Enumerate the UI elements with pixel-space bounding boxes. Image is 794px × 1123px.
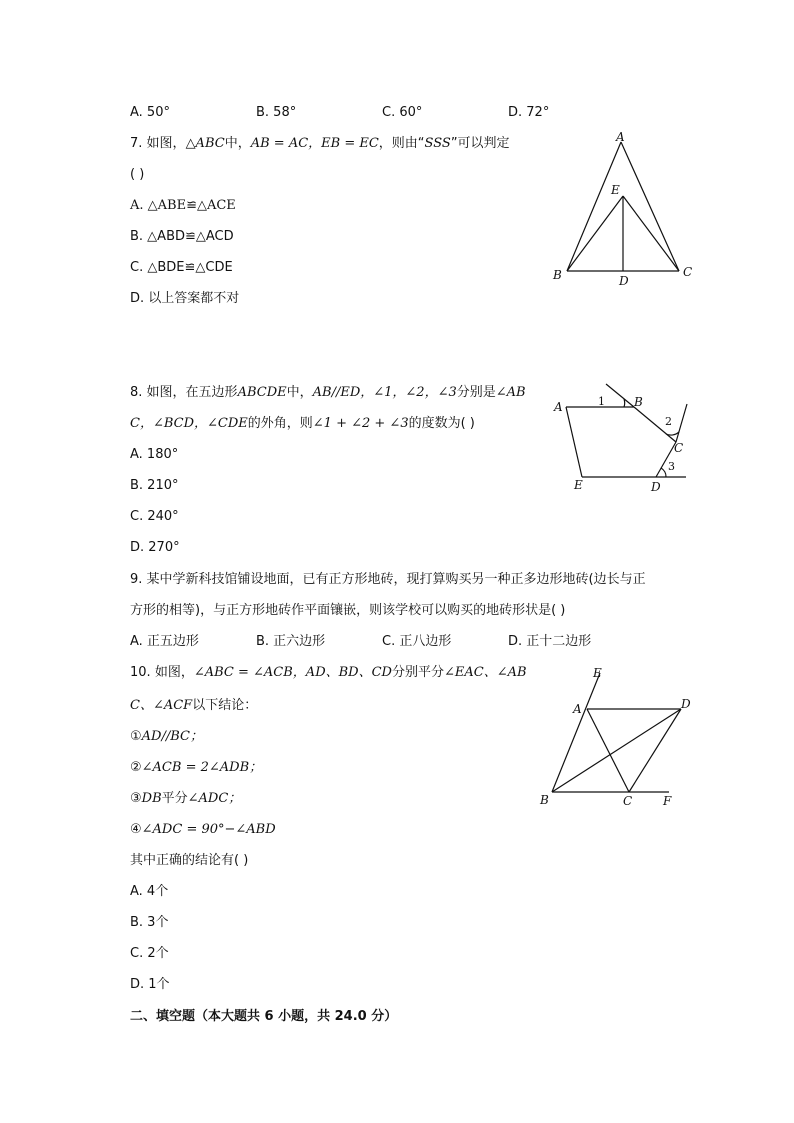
q7-seg-eb	[567, 196, 623, 271]
q7-stem-math3: SSS	[424, 136, 451, 151]
q8-option-a: A. 180°	[130, 447, 179, 462]
q7-stem-mid2: ，则由“	[378, 136, 425, 151]
q7-option-d: D. 以上答案都不对	[130, 291, 240, 306]
q8-seg-ea	[566, 407, 582, 477]
q10-figure	[535, 665, 700, 815]
q8-line1-post: 分别是	[456, 385, 496, 400]
q10-number: 10.	[130, 665, 151, 680]
q9-number: 9.	[130, 572, 143, 587]
q7-stem	[130, 135, 510, 153]
q10-c3-number: ③	[130, 791, 142, 806]
section2-title: 二、填空题（本大题共 6 小题，共 24.0 分）	[130, 1009, 398, 1024]
q8-line1-pre: 如图，在五边形	[146, 385, 238, 400]
q9-option-a: A. 正五边形	[130, 634, 199, 649]
q10-line1	[130, 664, 527, 682]
q7-stem-post: ”可以判定	[450, 136, 510, 151]
q9-option-c: C. 正八边形	[382, 634, 452, 649]
q10-option-a: A. 4个	[130, 884, 169, 899]
q7-seg-ac	[621, 142, 679, 271]
q10-seg-ac	[587, 709, 629, 792]
q7-option-c: C. △BDE≌△CDE	[130, 260, 233, 275]
q8-arc-1	[624, 399, 625, 407]
q10-label-a: A	[573, 702, 582, 716]
q7-figure	[545, 130, 705, 290]
q8-number: 8.	[130, 385, 143, 400]
q10-label-b: B	[540, 793, 549, 807]
q10-conclusion-4	[130, 821, 276, 839]
q8-label-a: A	[554, 400, 563, 414]
q10-seg-bd	[552, 709, 681, 792]
q10-c4-text: ∠ADC = 90°−∠ABD	[141, 822, 276, 837]
q10-line1-math2: ∠EAC、∠AB	[443, 665, 527, 680]
q8-arc-3	[661, 468, 666, 477]
q6-option-d: D. 72°	[508, 105, 550, 120]
q9-option-b: B. 正六边形	[256, 634, 326, 649]
q8-line2-mid: 的外角，则	[247, 416, 313, 431]
q8-line2-math2: ∠1 + ∠2 + ∠3	[312, 416, 409, 431]
q6-option-a: A. 50°	[130, 105, 170, 120]
q8-line1	[130, 384, 526, 402]
q10-line1-math1: ∠ABC = ∠ACB，AD、BD、CD	[193, 665, 392, 680]
q8-label-b: B	[634, 395, 643, 409]
q8-line2-post: 的度数为( )	[408, 416, 475, 431]
q8-label-3: 3	[668, 460, 675, 473]
q8-arc-2	[666, 432, 679, 435]
q8-label-2: 2	[665, 415, 672, 428]
q7-stem-math2: AB = AC，EB = EC	[250, 136, 379, 151]
q10-conclusion-1	[130, 728, 203, 746]
q10-label-c: C	[623, 794, 633, 808]
q7-option-b: B. △ABD≌△ACD	[130, 229, 234, 244]
q8-option-c: C. 240°	[130, 509, 179, 524]
q10-label-e: E	[593, 666, 602, 680]
q10-c2-number: ②	[130, 760, 142, 775]
q10-c2-text: ∠ACB = 2∠ADB；	[141, 760, 263, 775]
q8-line1-mid: 中，	[286, 385, 313, 400]
q8-option-d: D. 270°	[130, 540, 180, 555]
q10-seg-cd	[629, 709, 681, 792]
q10-question: 其中正确的结论有( )	[130, 853, 249, 868]
q10-c3-math2: ∠ADC；	[187, 791, 242, 806]
q10-label-d: D	[681, 697, 691, 711]
q10-option-b: B. 3个	[130, 915, 169, 930]
q7-seg-ec	[623, 196, 679, 271]
q10-conclusion-3	[130, 790, 241, 808]
q9-line2: 方形的相等)，与正方形地砖作平面镶嵌，则该学校可以购买的地砖形状是( )	[130, 603, 566, 618]
q10-c3-mid: 平分	[161, 791, 188, 806]
q8-line2-math1: C，∠BCD，∠CDE	[130, 416, 248, 431]
q8-label-d: D	[651, 480, 661, 494]
q10-c3-math: DB	[141, 791, 162, 806]
q8-line1-math1: ABCDE	[237, 385, 287, 400]
q8-ext-ab	[606, 384, 634, 407]
q10-conclusion-2	[130, 759, 262, 777]
q10-line1-mid: 分别平分	[391, 665, 444, 680]
q10-line2	[130, 697, 257, 715]
q10-c1-text: AD//BC；	[141, 729, 203, 744]
q6-option-c: C. 60°	[382, 105, 423, 120]
q7-label-a: A	[616, 130, 625, 144]
q8-label-c: C	[674, 441, 684, 455]
q10-label-f: F	[663, 794, 672, 808]
q8-figure	[550, 380, 700, 495]
q8-option-b: B. 210°	[130, 478, 179, 493]
q10-c4-number: ④	[130, 822, 142, 837]
q7-label-c: C	[683, 265, 693, 279]
q8-label-e: E	[574, 478, 583, 492]
q7-stem-pre: 如图，	[146, 136, 186, 151]
q7-label-b: B	[553, 268, 562, 282]
q10-line1-pre: 如图，	[154, 665, 194, 680]
q10-option-d: D. 1个	[130, 977, 170, 992]
q10-c1-number: ①	[130, 729, 142, 744]
q8-line1-math3: ∠AB	[495, 385, 526, 400]
q10-line2-post: 以下结论：	[192, 698, 258, 713]
q7-label-d: D	[619, 274, 629, 288]
q6-option-b: B. 58°	[256, 105, 297, 120]
q8-ext-bc	[676, 404, 687, 442]
q7-paren: ( )	[130, 167, 145, 182]
q9-line1	[130, 571, 646, 589]
q7-number: 7.	[130, 136, 143, 151]
q10-option-c: C. 2个	[130, 946, 169, 961]
q9-option-d: D. 正十二边形	[508, 634, 592, 649]
q8-label-1: 1	[598, 395, 605, 408]
q8-line2	[130, 415, 475, 433]
q8-line1-math2: AB//ED，∠1，∠2，∠3	[312, 385, 457, 400]
q7-option-a: A. △ABE≌△ACE	[130, 198, 236, 213]
q7-stem-mid1: 中，	[224, 136, 251, 151]
q10-ray-be	[552, 673, 600, 792]
q7-stem-math1: △ABC	[185, 136, 225, 151]
q9-line1-text: 某中学新科技馆铺设地面，已有正方形地砖，现打算购买另一种正多边形地砖(边长与正	[146, 572, 646, 587]
q10-line2-math1: C、∠ACF	[130, 698, 193, 713]
q7-label-e: E	[611, 183, 620, 197]
q7-seg-ab	[567, 142, 621, 271]
